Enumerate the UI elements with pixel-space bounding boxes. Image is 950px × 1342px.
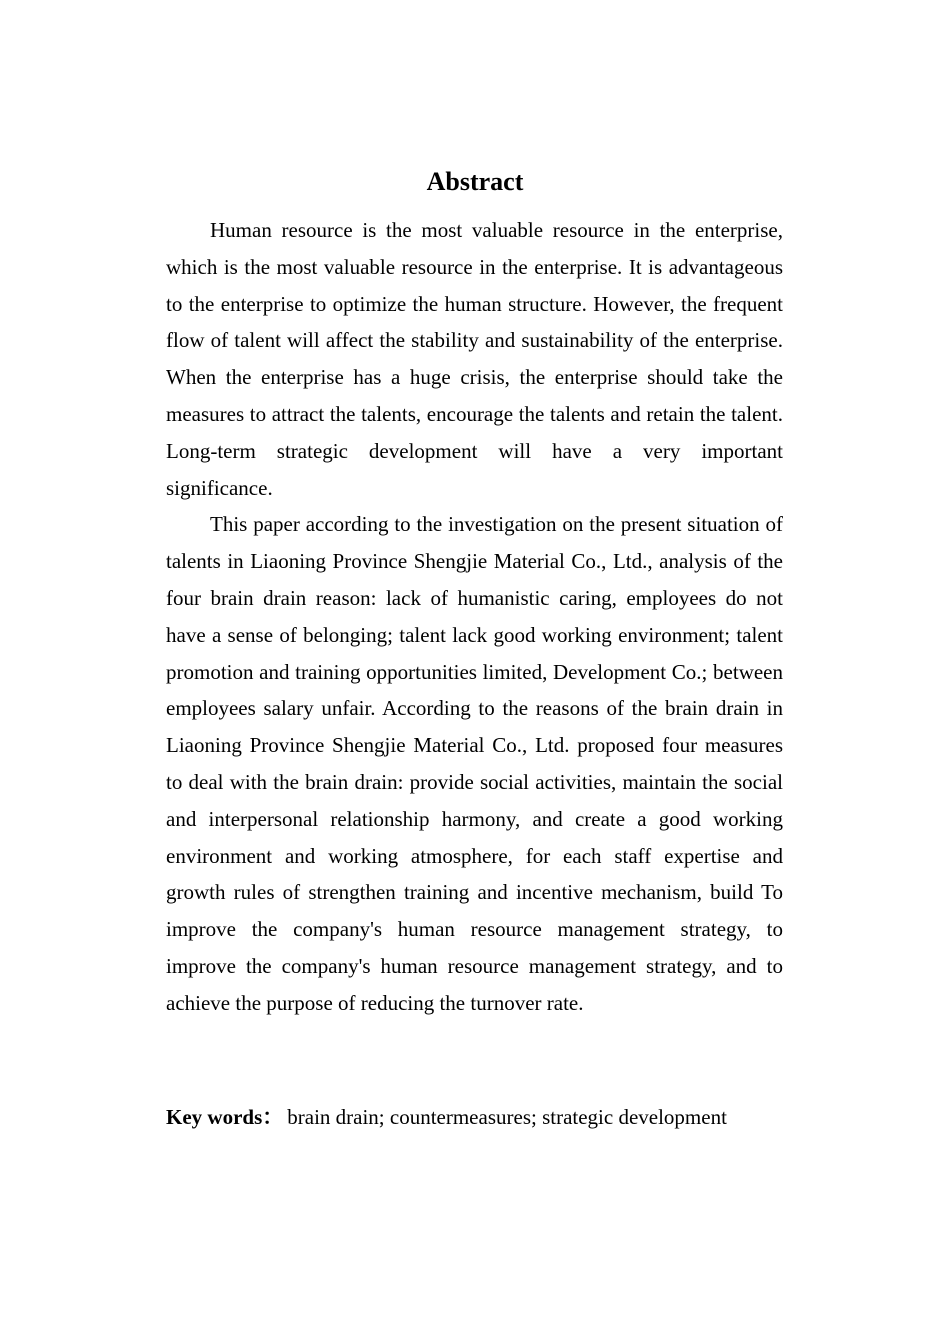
abstract-paragraph-2: This paper according to the investigation on the present situation of talents in Liaoning Province Shengjie Material Co., Ltd., analysis of the four brain drain reason: lack of humanistic caring, employees do not have a sense of belonging; talent lack good working environment; talent promotion and training opportunities limited, Development Co.; between employees salary unfair. According to the reasons of the brain drain in Liaoning Province Shengjie Material Co., Ltd. proposed four measures to deal with the brain drain: provide social activities, maintain the social and interpersonal relationship harmony, and create a good working environment and working atmosphere, for each staff expertise and growth rules of strengthen training and incentive mechanism, build To improve the company's human resource management strategy, to improve the company's human resource management strategy, and to achieve the purpose of reducing the turnover rate. bbox=[166, 512, 783, 1015]
keywords-separator: ： bbox=[262, 1105, 284, 1129]
keywords-line bbox=[166, 1099, 826, 1135]
abstract-paragraph-1: Human resource is the most valuable resource in the enterprise, which is the most valuable resource in the enterprise. It is advantageous to the enterprise to optimize the human structure. However, the frequent flow of talent will affect the stability and sustainability of the enterprise. When the enterprise has a huge crisis, the enterprise should take the measures to attract the talents, encourage the talents and retain the talent. Long-term strategic development will have a very important significance. bbox=[166, 218, 783, 500]
abstract-body bbox=[166, 212, 783, 1022]
abstract-title: Abstract bbox=[426, 167, 524, 196]
keywords-label: Key words bbox=[166, 1105, 263, 1129]
keywords-text: brain drain; countermeasures; strategic development bbox=[287, 1105, 727, 1129]
